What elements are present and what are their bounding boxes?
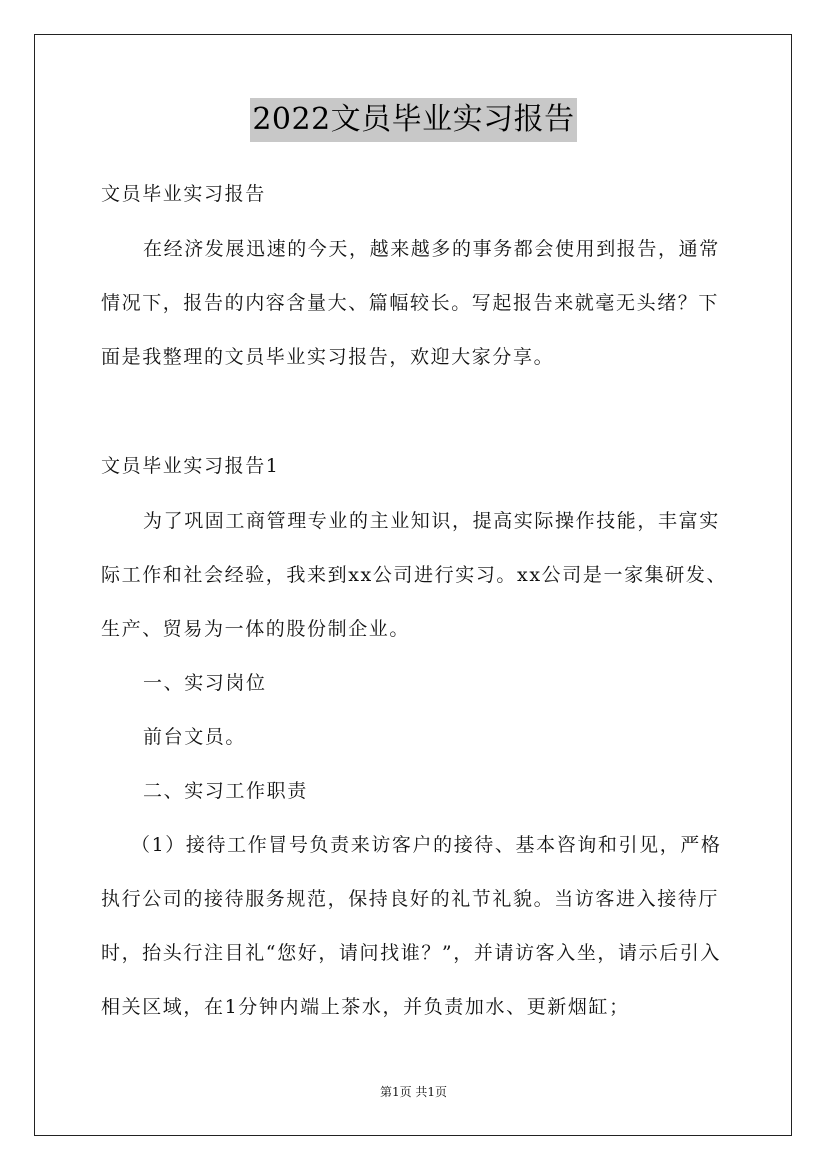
duty-line-2: 执行公司的接待服务规范，保持良好的礼节礼貌。当访客进入接待厅 bbox=[101, 888, 720, 910]
title-container bbox=[0, 98, 827, 142]
section-para-line-3: 生产、贸易为一体的股份制企业。 bbox=[101, 618, 411, 640]
subtitle: 文员毕业实习报告 bbox=[101, 183, 266, 205]
intro-line-2: 情况下，报告的内容含量大、篇幅较长。写起报告来就毫无头绪？下 bbox=[101, 292, 720, 314]
position-text: 前台文员。 bbox=[143, 726, 247, 748]
page-footer: 第1页 共1页 bbox=[379, 1085, 448, 1099]
intro-line-1: 在经济发展迅速的今天，越来越多的事务都会使用到报告，通常 bbox=[143, 238, 720, 260]
heading-duties: 二、实习工作职责 bbox=[143, 780, 308, 802]
document-title: 2022文员毕业实习报告 bbox=[250, 98, 576, 142]
duty-line-1: （1）接待工作冒号负责来访客户的接待、基本咨询和引见，严格 bbox=[131, 834, 722, 856]
section-heading: 文员毕业实习报告1 bbox=[101, 455, 280, 477]
duty-line-3: 时，抬头行注目礼“您好，请问找谁？”，并请访客入坐，请示后引入 bbox=[101, 942, 722, 964]
heading-position: 一、实习岗位 bbox=[143, 672, 267, 694]
section-para-line-2: 际工作和社会经验，我来到xx公司进行实习。xx公司是一家集研发、 bbox=[101, 564, 728, 586]
intro-line-3: 面是我整理的文员毕业实习报告，欢迎大家分享。 bbox=[101, 346, 555, 368]
section-para-line-1: 为了巩固工商管理专业的主业知识，提高实际操作技能，丰富实 bbox=[143, 510, 720, 532]
duty-line-4: 相关区域，在1分钟内端上茶水，并负责加水、更新烟缸； bbox=[101, 996, 630, 1018]
